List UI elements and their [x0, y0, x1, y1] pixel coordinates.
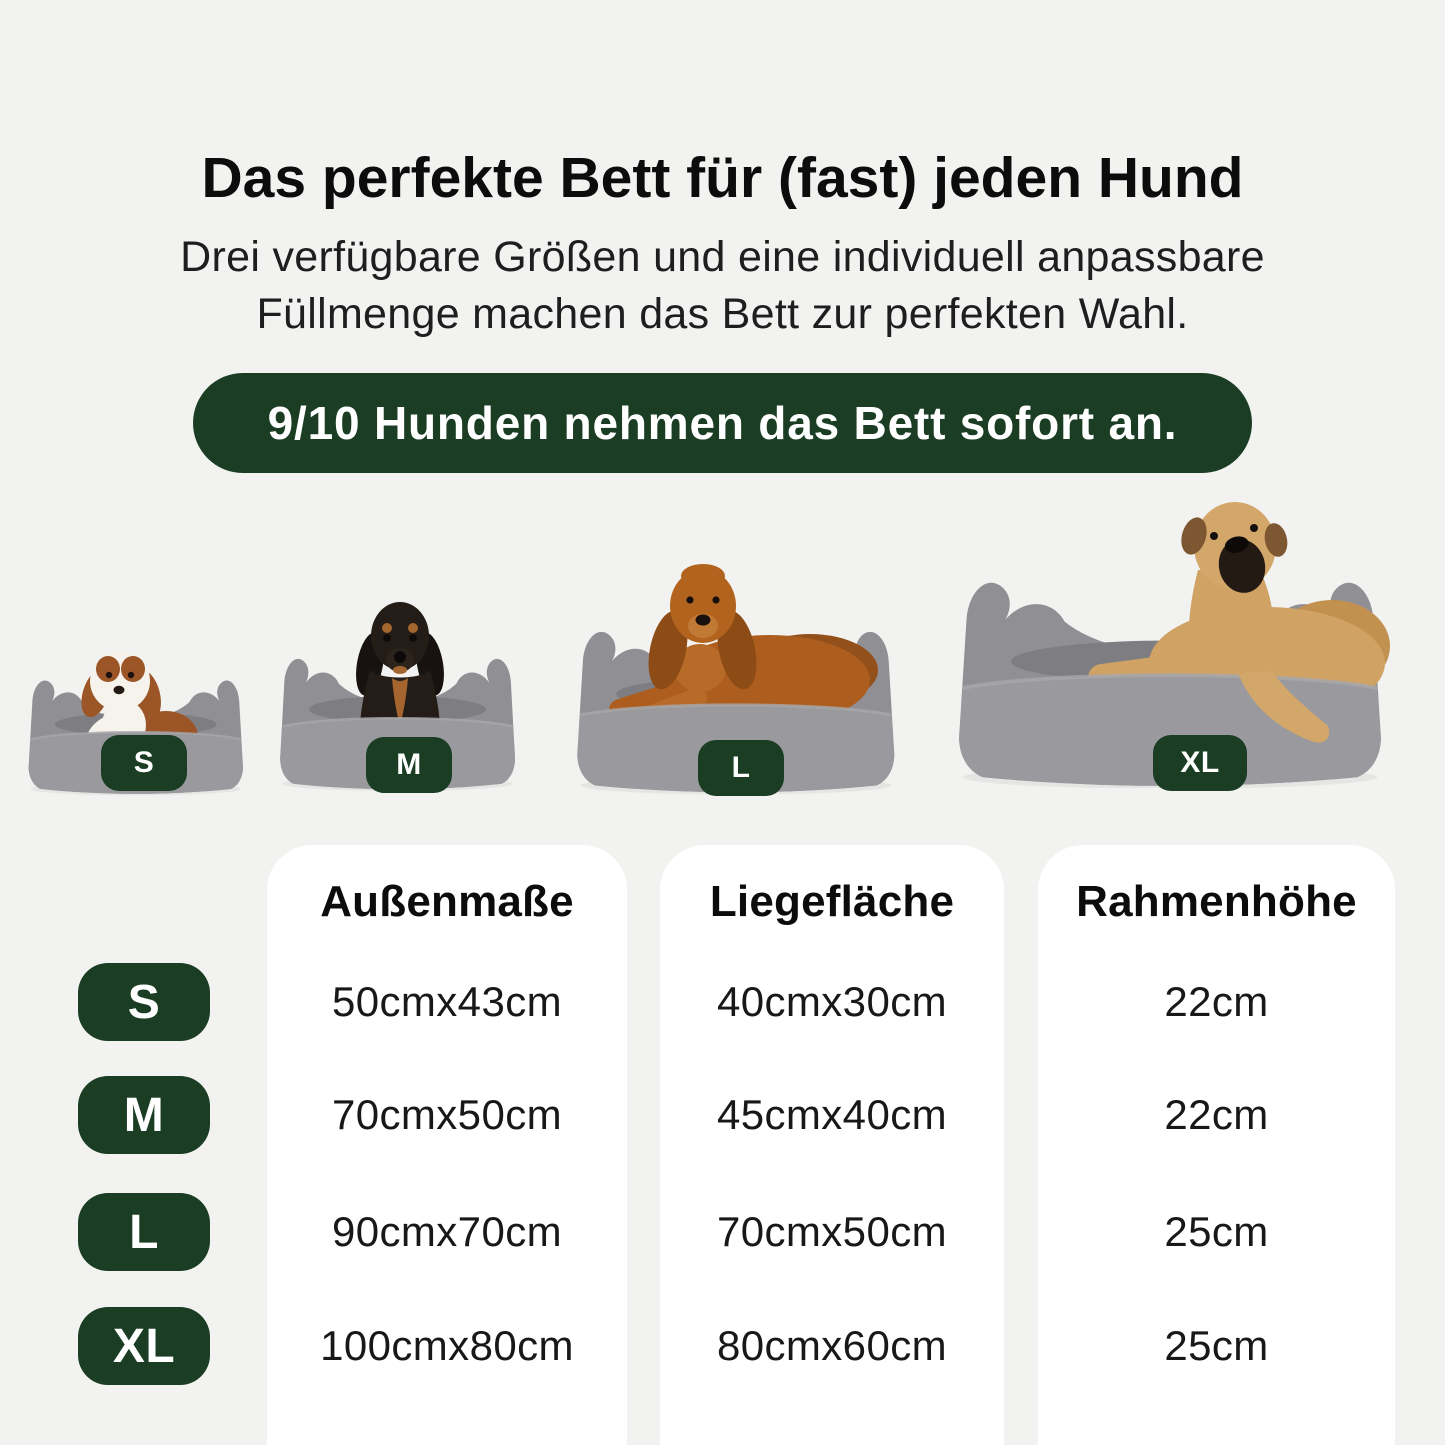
cell-l-rahmenhoehe: 25cm: [1164, 1208, 1269, 1255]
cell-l-aussenmasse: 90cmx70cm: [331, 1208, 562, 1255]
size-badge-s: S: [78, 963, 210, 1041]
subtitle-line-2: Füllmenge machen das Bett zur perfekten Wahl.: [256, 290, 1189, 338]
cell-s-rahmenhoehe: 22cm: [1164, 978, 1269, 1025]
cell-l-liegeflaeche: 70cmx50cm: [716, 1208, 947, 1255]
cell-xl-liegeflaeche: 80cmx60cm: [716, 1322, 947, 1369]
dog-cocker-spaniel: [620, 564, 878, 725]
cell-m-rahmenhoehe: 22cm: [1164, 1091, 1269, 1138]
page-title: Das perfekte Bett für (fast) jeden Hund: [201, 146, 1244, 211]
column-header-aussenmasse: Außenmaße: [320, 877, 574, 926]
subtitle: [0, 229, 1445, 343]
cell-xl-rahmenhoehe: 25cm: [1164, 1322, 1269, 1369]
size-chip-s: S: [101, 735, 187, 791]
cell-xl-aussenmasse: 100cmx80cm: [320, 1322, 574, 1369]
claim-banner-text: 9/10 Hunden nehmen das Bett sofort an.: [267, 397, 1178, 449]
column-header-rahmenhoehe: Rahmenhöhe: [1076, 877, 1357, 926]
claim-banner: [193, 373, 1252, 473]
cell-m-liegeflaeche: 45cmx40cm: [716, 1091, 947, 1138]
column-aussenmasse: [267, 845, 627, 1445]
cell-s-aussenmasse: 50cmx43cm: [331, 978, 562, 1025]
size-badge-xl: XL: [78, 1307, 210, 1385]
size-chip-l: L: [698, 740, 784, 796]
subtitle-line-1: Drei verfügbare Größen und eine individuell anpassbare: [180, 233, 1265, 281]
column-liegeflaeche: [660, 845, 1004, 1445]
size-chip-m: M: [366, 737, 452, 793]
cell-m-aussenmasse: 70cmx50cm: [331, 1091, 562, 1138]
size-badge-l: L: [78, 1193, 210, 1271]
column-rahmenhoehe: [1038, 845, 1395, 1445]
size-chip-xl: XL: [1153, 735, 1247, 791]
size-badge-m: M: [78, 1076, 210, 1154]
cell-s-liegeflaeche: 40cmx30cm: [716, 978, 947, 1025]
column-header-liegeflaeche: Liegefläche: [709, 877, 955, 926]
